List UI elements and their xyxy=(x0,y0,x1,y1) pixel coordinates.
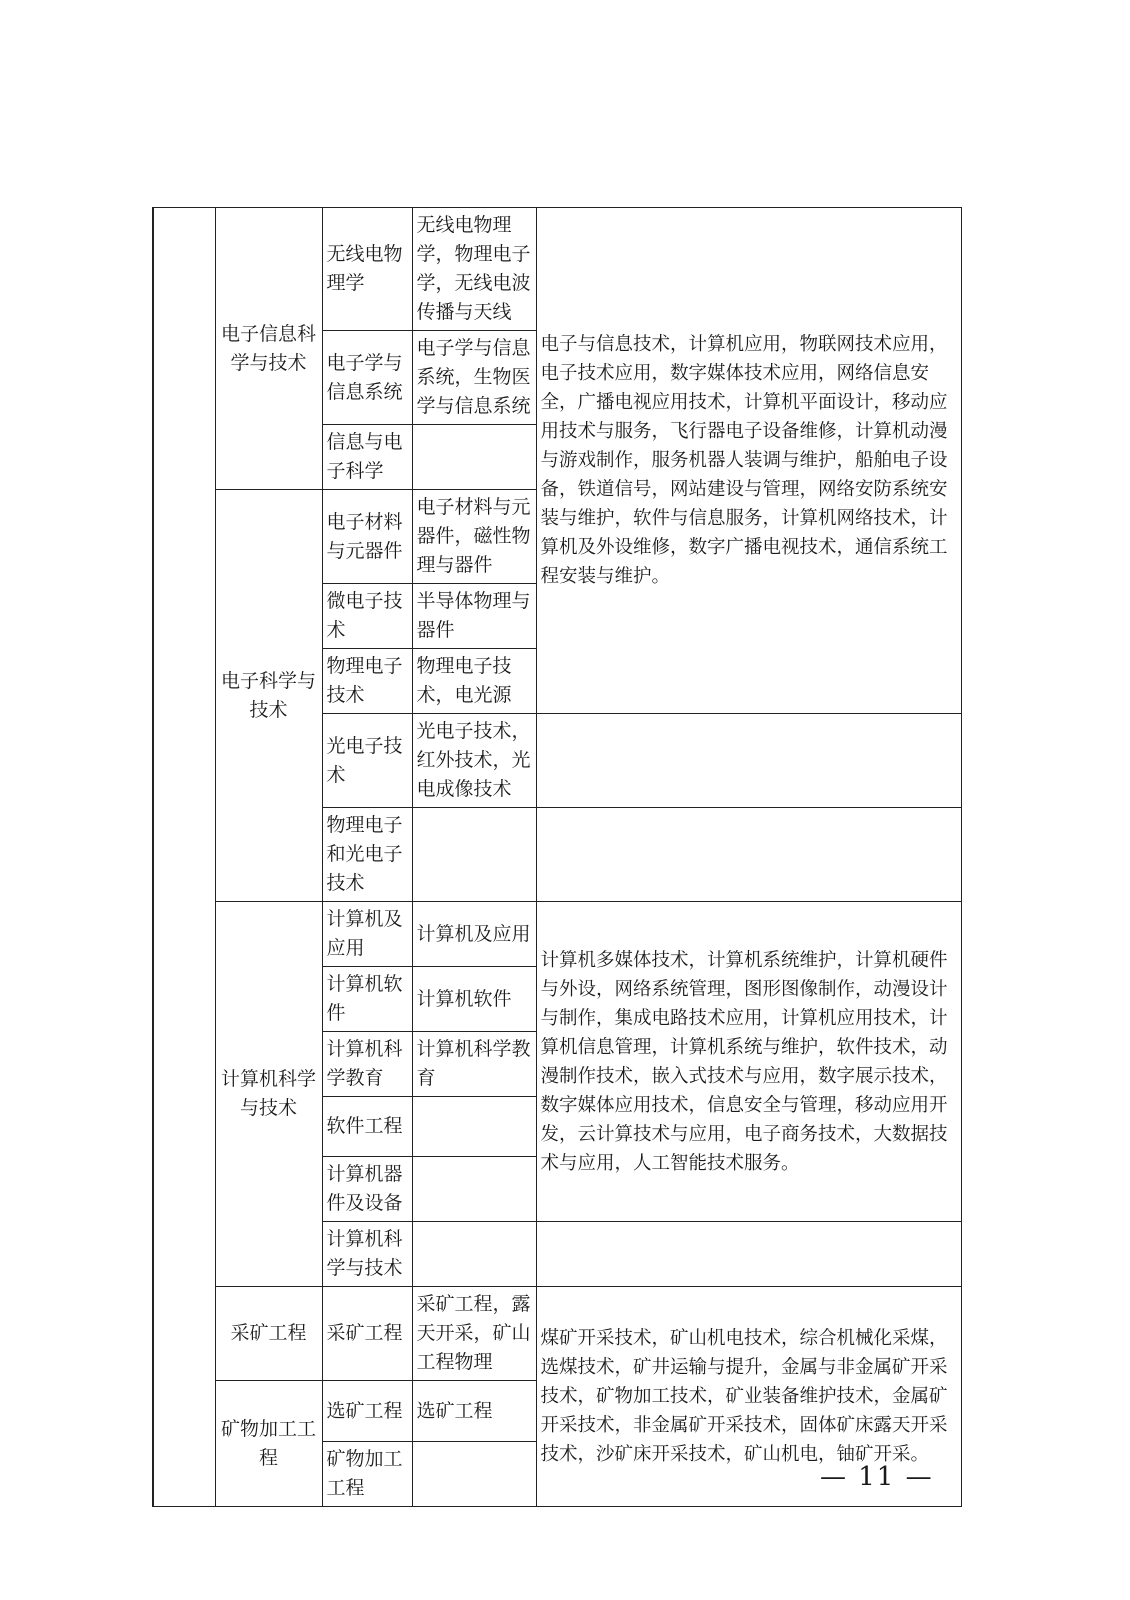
description-cell: 煤矿开采技术，矿山机电技术，综合机械化采煤，选煤技术，矿井运输与提升，金属与非金属矿开采技术，矿物加工技术，矿业装备维护技术，金属矿开采技术，非金属矿开采技术，固体矿床露天开采技术，沙矿床开采技术，矿山机电，铀矿开采。 xyxy=(536,1287,961,1507)
discipline-cell: 电子信息科学与技术 xyxy=(215,208,322,490)
direction-cell xyxy=(412,1097,536,1157)
direction-cell xyxy=(412,808,536,902)
description-cell: 电子与信息技术，计算机应用，物联网技术应用，电子技术应用，数字媒体技术应用，网络信息安全，广播电视应用技术，计算机平面设计，移动应用技术与服务，飞行器电子设备维修，计算机动漫与游戏制作，服务机器人装调与维护，船舶电子设备，铁道信号，网站建设与管理，网络安防系统安装与维护，软件与信息服务，计算机网络技术，计算机及外设维修，数字广播电视技术，通信系统工程安装与维护。 xyxy=(536,208,961,714)
direction-cell: 计算机软件 xyxy=(412,967,536,1032)
table-row xyxy=(153,208,961,331)
major-cell: 计算机及应用 xyxy=(322,902,412,967)
direction-cell: 电子材料与元器件，磁性物理与器件 xyxy=(412,490,536,584)
page-number: — 11 — xyxy=(820,1462,934,1492)
table-row xyxy=(153,902,961,967)
direction-cell xyxy=(412,1157,536,1222)
direction-cell: 光电子技术，红外技术，光电成像技术 xyxy=(412,714,536,808)
description-cell-empty xyxy=(536,808,961,902)
major-cell: 计算机软件 xyxy=(322,967,412,1032)
major-cell: 电子材料与元器件 xyxy=(322,490,412,584)
major-cell: 物理电子技术 xyxy=(322,649,412,714)
discipline-cell: 采矿工程 xyxy=(215,1287,322,1381)
direction-cell xyxy=(412,1442,536,1507)
table-row xyxy=(153,1287,961,1381)
major-cell: 采矿工程 xyxy=(322,1287,412,1381)
major-cell: 计算机科学教育 xyxy=(322,1032,412,1097)
description-cell-empty xyxy=(536,1222,961,1287)
direction-cell: 选矿工程 xyxy=(412,1381,536,1442)
direction-cell: 无线电物理学，物理电子学，无线电波传播与天线 xyxy=(412,208,536,331)
major-cell: 软件工程 xyxy=(322,1097,412,1157)
discipline-cell: 计算机科学与技术 xyxy=(215,902,322,1287)
major-cell: 物理电子和光电子技术 xyxy=(322,808,412,902)
description-cell-empty xyxy=(536,714,961,808)
direction-cell: 采矿工程，露天开采，矿山工程物理 xyxy=(412,1287,536,1381)
major-cell: 计算机器件及设备 xyxy=(322,1157,412,1222)
direction-cell: 计算机科学教育 xyxy=(412,1032,536,1097)
discipline-cell: 矿物加工工程 xyxy=(215,1381,322,1507)
direction-cell: 电子学与信息系统，生物医学与信息系统 xyxy=(412,331,536,425)
direction-cell: 物理电子技术，电光源 xyxy=(412,649,536,714)
direction-cell xyxy=(412,1222,536,1287)
discipline-cell: 电子科学与技术 xyxy=(215,490,322,902)
description-cell: 计算机多媒体技术，计算机系统维护，计算机硬件与外设，网络系统管理，图形图像制作，动漫设计与制作，集成电路技术应用，计算机应用技术，计算机信息管理，计算机系统与维护，软件技术，动漫制作技术，嵌入式技术与应用，数字展示技术，数字媒体应用技术，信息安全与管理，移动应用开发，云计算技术与应用，电子商务技术，大数据技术与应用，人工智能技术服务。 xyxy=(536,902,961,1222)
major-cell: 无线电物理学 xyxy=(322,208,412,331)
major-catalog-table xyxy=(152,207,962,1507)
major-cell: 电子学与信息系统 xyxy=(322,331,412,425)
major-cell: 信息与电子科学 xyxy=(322,425,412,490)
direction-cell: 计算机及应用 xyxy=(412,902,536,967)
major-cell: 光电子技术 xyxy=(322,714,412,808)
major-cell: 选矿工程 xyxy=(322,1381,412,1442)
major-cell: 微电子技术 xyxy=(322,584,412,649)
major-cell: 矿物加工工程 xyxy=(322,1442,412,1507)
direction-cell: 半导体物理与器件 xyxy=(412,584,536,649)
direction-cell xyxy=(412,425,536,490)
category-cell xyxy=(153,208,215,1507)
major-cell: 计算机科学与技术 xyxy=(322,1222,412,1287)
